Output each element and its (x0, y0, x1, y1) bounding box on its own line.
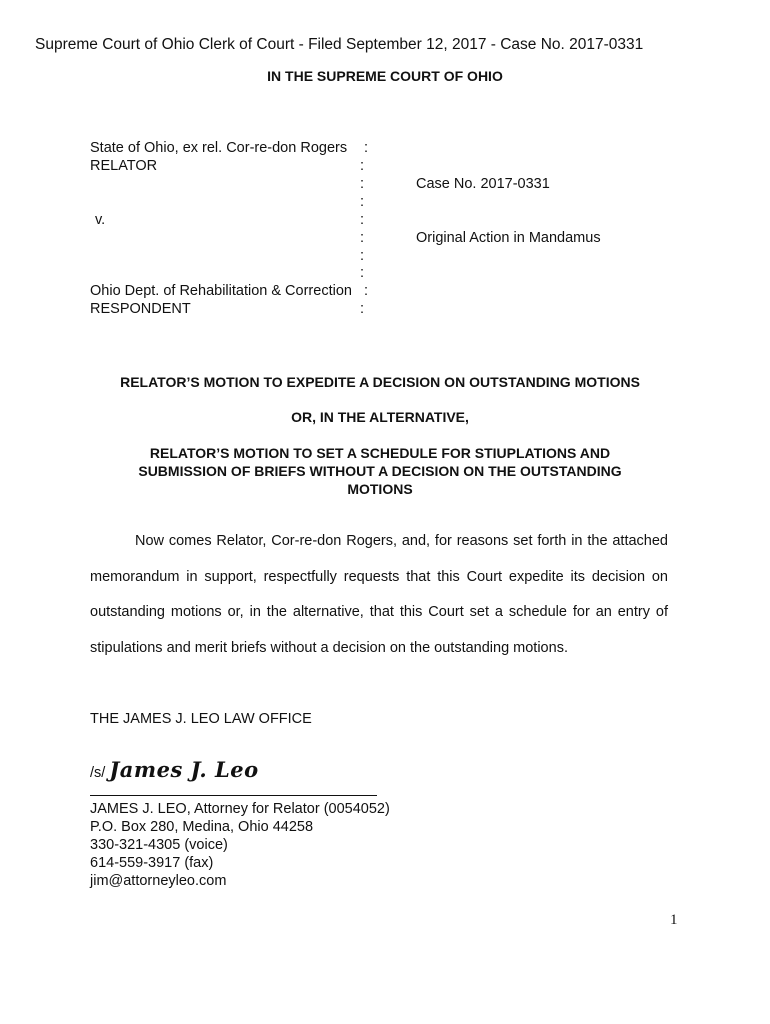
relator-name: State of Ohio, ex rel. Cor-re-don Rogers (90, 140, 348, 156)
court-name: IN THE SUPREME COURT OF OHIO (267, 68, 503, 84)
versus: v. (95, 212, 106, 228)
motion-alternative: OR, IN THE ALTERNATIVE, (291, 409, 469, 425)
page-number: 1 (670, 912, 678, 928)
caption-separator: : (360, 248, 365, 264)
caption-separator: : (360, 212, 365, 228)
signature (90, 757, 259, 782)
caption-separator: : (360, 158, 365, 174)
respondent-label: RESPONDENT (90, 301, 191, 317)
attorney-fax: 614-559-3917 (fax) (90, 855, 214, 871)
caption-separator: : (360, 194, 365, 210)
caption-separator: : (364, 283, 369, 299)
relator-label: RELATOR (90, 158, 158, 174)
respondent-name: Ohio Dept. of Rehabilitation & Correction (90, 283, 352, 299)
caption-separator: : (360, 265, 365, 281)
signature-line (90, 795, 377, 796)
attorney-voice: 330-321-4305 (voice) (90, 837, 228, 853)
caption-separator: : (360, 301, 365, 317)
law-firm-name: THE JAMES J. LEO LAW OFFICE (90, 711, 312, 727)
signature-script: James J. Leo (109, 757, 259, 782)
case-number: Case No. 2017-0331 (416, 176, 550, 192)
filing-header: Supreme Court of Ohio Clerk of Court - Filed September 12, 2017 - Case No. 2017-0331 (35, 36, 644, 53)
attorney-address: P.O. Box 280, Medina, Ohio 44258 (90, 819, 314, 835)
caption-separator: : (360, 230, 365, 246)
motion-subtitle: RELATOR’S MOTION TO SET A SCHEDULE FOR STIUPLATIONS AND SUBMISSION OF BRIEFS WITHOUT A DECISION ON THE OUTSTANDING MOTIONS (138, 445, 622, 497)
motion-title: RELATOR’S MOTION TO EXPEDITE A DECISION ON OUTSTANDING MOTIONS (120, 374, 640, 390)
signature-prefix: /s/ (90, 765, 106, 781)
attorney-email: jim@attorneyleo.com (90, 873, 227, 889)
caption-separator: : (360, 176, 365, 192)
attorney-line: JAMES J. LEO, Attorney for Relator (0054052) (90, 801, 390, 817)
attorney-contact-block (90, 800, 390, 890)
body-paragraph: Now comes Relator, Cor-re-don Rogers, and, for reasons set forth in the attached memorandum in support, respectfully requests that this Court expedite its decision on outstanding motions or, in the alternative, that this Court set a schedule for an entry of stipulations and merit briefs without a decision on the outstanding motions. (90, 533, 668, 656)
action-type: Original Action in Mandamus (416, 230, 601, 246)
caption-separator: : (364, 140, 369, 156)
